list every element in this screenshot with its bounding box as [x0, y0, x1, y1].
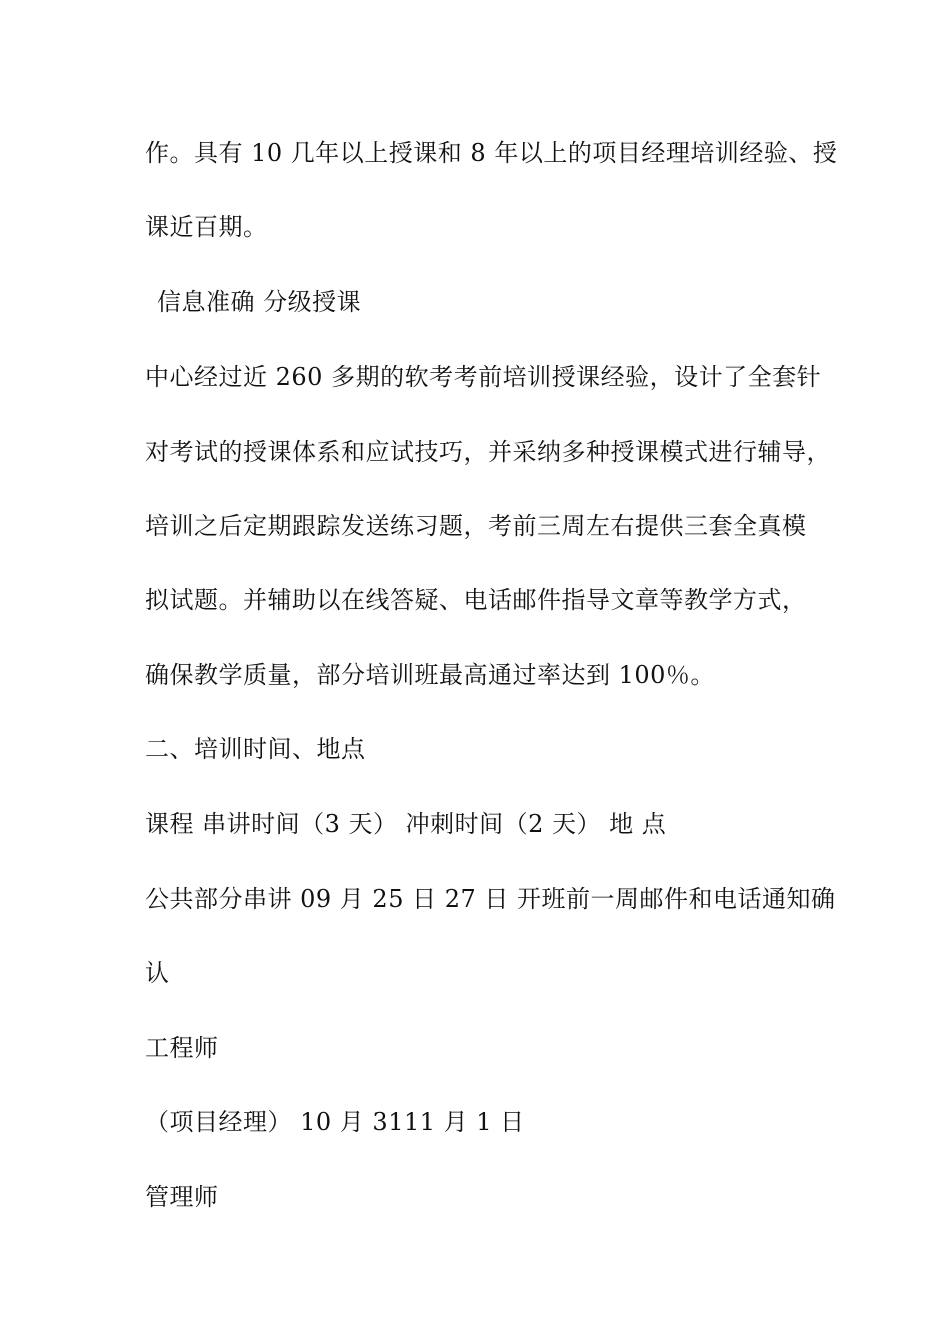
paragraph-line: 对考试的授课体系和应试技巧，并采纳多种授课模式进行辅导， [145, 438, 831, 466]
paragraph-line: 确保教学质量，部分培训班最高通过率达到 100％。 [145, 661, 715, 689]
table-row-line: 认 [145, 959, 170, 987]
paragraph-line: 作。具有 10 几年以上授课和 8 年以上的项目经理培训经验、授 [145, 139, 838, 167]
table-row-line: 管理师 [145, 1183, 219, 1211]
section-heading: 二、培训时间、地点 [145, 735, 366, 763]
table-row-line: （项目经理） 10 月 3111 月 1 日 [145, 1108, 525, 1136]
table-row-line: 工程师 [145, 1034, 219, 1062]
table-header-line: 课程 串讲时间（3 天） 冲刺时间（2 天） 地 点 [145, 810, 667, 838]
paragraph-line: 拟试题。并辅助以在线答疑、电话邮件指导文章等教学方式， [145, 586, 807, 614]
paragraph-line: 课近百期。 [145, 213, 268, 241]
paragraph-line: 培训之后定期跟踪发送练习题，考前三周左右提供三套全真模 [145, 512, 807, 540]
paragraph-line: 中心经过近 260 多期的软考考前培训授课经验，设计了全套针 [145, 363, 822, 391]
table-row-line: 公共部分串讲 09 月 25 日 27 日 开班前一周邮件和电话通知确 [145, 885, 836, 913]
section-heading: 信息准确 分级授课 [157, 288, 362, 316]
